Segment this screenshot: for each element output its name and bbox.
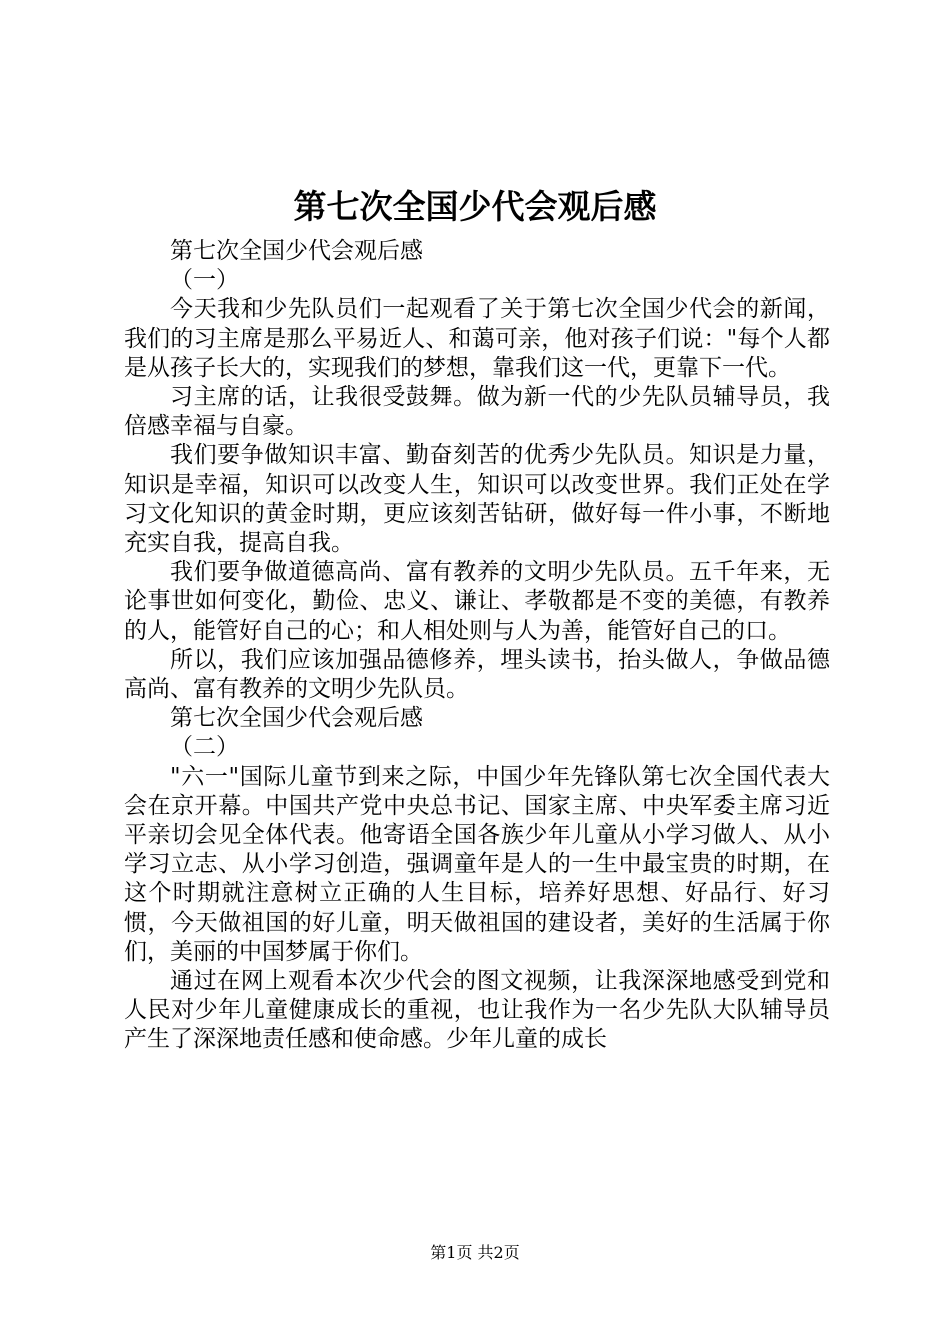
paragraph-subtitle-2: 第七次全国少代会观后感 <box>170 705 423 732</box>
paragraph: 所以，我们应该加强品德修养，埋头读书，抬头做人，争做品德高尚、富有教养的文明少先队员。 <box>124 646 830 703</box>
paragraph-subtitle-1: 第七次全国少代会观后感 <box>170 238 423 264</box>
paragraph: 习主席的话，让我很受鼓舞。做为新一代的少先队员辅导员，我倍感幸福与自豪。 <box>124 384 830 440</box>
page-number-footer: 第1页 共2页 <box>430 1243 520 1262</box>
document-body <box>124 237 830 1055</box>
paragraph-section-2-marker: （二） <box>170 734 239 761</box>
paragraph: 通过在网上观看本次少代会的图文视频，让我深深地感受到党和人民对少年儿童健康成长的重视，也让我作为一名少先队大队辅导员产生了深深地责任感和使命感。少年儿童的成长 <box>124 968 830 1053</box>
paragraph: 我们要争做知识丰富、勤奋刻苦的优秀少先队员。知识是力量，知识是幸福，知识可以改变人生，知识可以改变世界。我们正处在学习文化知识的黄金时期，更应该刻苦钻研，做好每一件小事，不断地充实自我，提高自我。 <box>124 442 830 557</box>
document-title: 第七次全国少代会观后感 <box>293 187 657 226</box>
paragraph-section-1-marker: （一） <box>170 267 239 294</box>
paragraph: 我们要争做道德高尚、富有教养的文明少先队员。五千年来，无论事世如何变化，勤俭、忠义、谦让、孝敬都是不变的美德，有教养的人，能管好自己的心；和人相处则与人为善，能管好自己的口。 <box>124 559 830 644</box>
paragraph: "六一"国际儿童节到来之际，中国少年先锋队第七次全国代表大会在京开幕。中国共产党中央总书记、国家主席、中央军委主席习近平亲切会见全体代表。他寄语全国各族少年儿童从小学习做人、从小学习立志、从小学习创造，强调童年是人的一生中最宝贵的时期，在这个时期就注意树立正确的人生目标，培养好思想、好品行、好习惯，今天做祖国的好儿童，明天做祖国的建设者，美好的生活属于你们，美丽的中国梦属于你们。 <box>124 763 830 965</box>
paragraph: 今天我和少先队员们一起观看了关于第七次全国少代会的新闻，我们的习主席是那么平易近人、和蔼可亲，他对孩子们说："每个人都是从孩子长大的，实现我们的梦想，靠我们这一代，更靠下一代。 <box>124 296 830 381</box>
